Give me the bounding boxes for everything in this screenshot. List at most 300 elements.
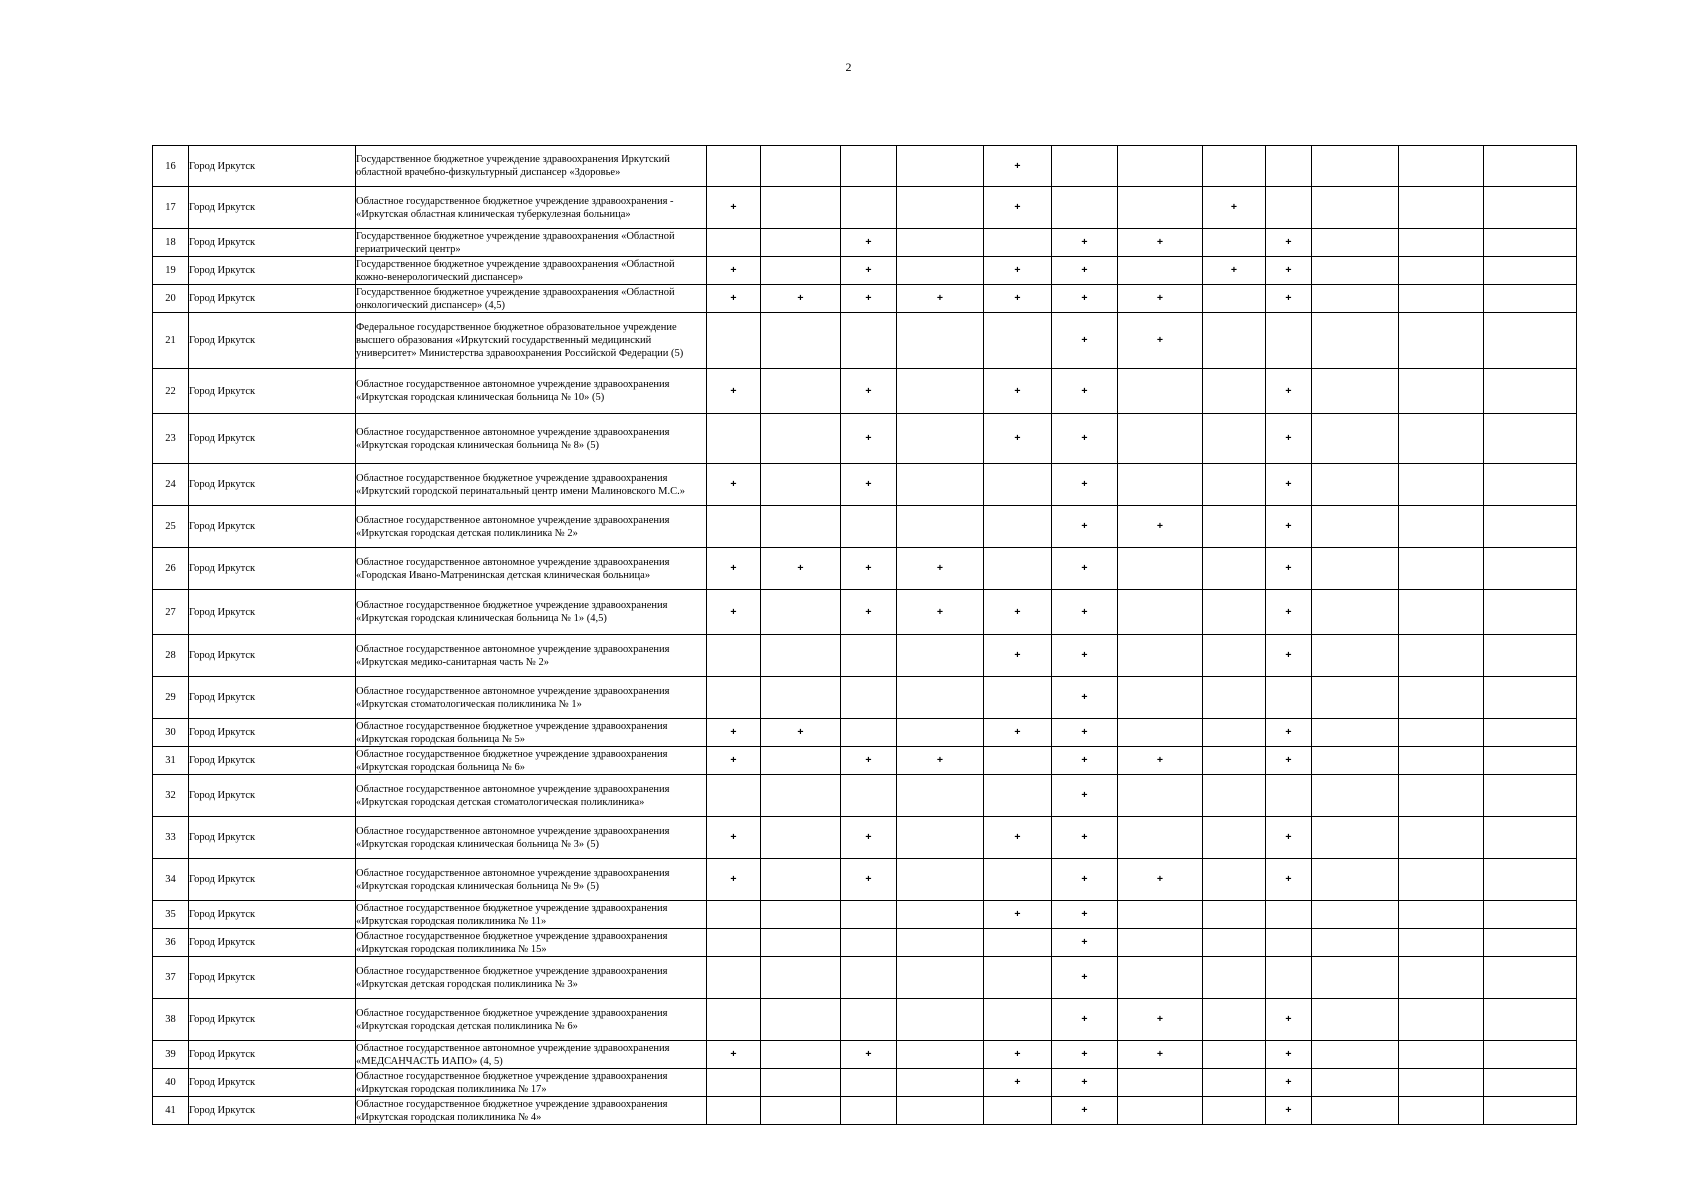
row-number: 27 xyxy=(153,590,189,635)
mark-cell xyxy=(707,677,761,719)
mark-cell xyxy=(1118,929,1203,957)
table-row xyxy=(153,929,1577,957)
mark-cell: + xyxy=(761,719,841,747)
mark-cell xyxy=(1118,635,1203,677)
mark-cell: + xyxy=(1052,929,1118,957)
mark-cell: + xyxy=(1266,999,1312,1041)
mark-cell xyxy=(897,1097,984,1125)
mark-cell: + xyxy=(707,747,761,775)
table-row xyxy=(153,859,1577,901)
mark-cell xyxy=(984,775,1052,817)
mark-cell xyxy=(1399,1069,1484,1097)
table-row xyxy=(153,257,1577,285)
mark-cell: + xyxy=(1266,1097,1312,1125)
organization-cell: Областное государственное бюджетное учреждение здравоохранения «Иркутская городская детская поликлиника № 6» xyxy=(356,999,707,1041)
mark-cell: + xyxy=(707,548,761,590)
table-row xyxy=(153,901,1577,929)
mark-cell xyxy=(984,1097,1052,1125)
mark-cell xyxy=(1399,999,1484,1041)
mark-cell xyxy=(1312,775,1399,817)
mark-cell xyxy=(707,901,761,929)
row-number: 30 xyxy=(153,719,189,747)
mark-cell xyxy=(707,313,761,369)
mark-cell xyxy=(1484,747,1577,775)
mark-cell xyxy=(984,506,1052,548)
row-number: 21 xyxy=(153,313,189,369)
mark-cell xyxy=(1312,506,1399,548)
table-row xyxy=(153,1097,1577,1125)
city-cell: Город Иркутск xyxy=(189,999,356,1041)
city-cell: Город Иркутск xyxy=(189,1041,356,1069)
mark-cell: + xyxy=(984,1069,1052,1097)
mark-cell xyxy=(841,313,897,369)
mark-cell xyxy=(1312,414,1399,464)
mark-cell: + xyxy=(1266,464,1312,506)
mark-cell: + xyxy=(897,548,984,590)
mark-cell: + xyxy=(897,747,984,775)
mark-cell xyxy=(761,957,841,999)
mark-cell xyxy=(761,464,841,506)
mark-cell xyxy=(897,414,984,464)
mark-cell: + xyxy=(984,901,1052,929)
mark-cell: + xyxy=(1052,1041,1118,1069)
row-number: 26 xyxy=(153,548,189,590)
table-row xyxy=(153,548,1577,590)
mark-cell xyxy=(897,146,984,187)
mark-cell xyxy=(1266,187,1312,229)
organization-cell: Областное государственное автономное учреждение здравоохранения «Иркутская городская детская стоматологическая поликлиника» xyxy=(356,775,707,817)
organization-cell: Областное государственное автономное учреждение здравоохранения «Иркутская городская клиническая больница № 8» (5) xyxy=(356,414,707,464)
organization-cell: Областное государственное бюджетное учреждение здравоохранения «Иркутская городская поликлиника № 15» xyxy=(356,929,707,957)
organization-cell: Областное государственное бюджетное учреждение здравоохранения «Иркутская городская поликлиника № 17» xyxy=(356,1069,707,1097)
mark-cell xyxy=(1399,229,1484,257)
mark-cell xyxy=(707,957,761,999)
mark-cell: + xyxy=(1052,817,1118,859)
table-row xyxy=(153,775,1577,817)
mark-cell: + xyxy=(1052,369,1118,414)
mark-cell xyxy=(707,229,761,257)
mark-cell xyxy=(1118,146,1203,187)
mark-cell xyxy=(1203,146,1266,187)
mark-cell: + xyxy=(1266,285,1312,313)
organization-cell: Областное государственное автономное учреждение здравоохранения «Иркутская медико-санитарная часть № 2» xyxy=(356,635,707,677)
mark-cell xyxy=(707,999,761,1041)
mark-cell xyxy=(1484,635,1577,677)
mark-cell xyxy=(761,859,841,901)
institutions-table xyxy=(152,145,1577,1125)
city-cell: Город Иркутск xyxy=(189,719,356,747)
mark-cell xyxy=(1312,719,1399,747)
organization-cell: Областное государственное бюджетное учреждение здравоохранения - «Иркутская областная клиническая туберкулезная больница» xyxy=(356,187,707,229)
mark-cell: + xyxy=(984,719,1052,747)
mark-cell: + xyxy=(1118,747,1203,775)
table-row xyxy=(153,369,1577,414)
mark-cell xyxy=(761,1041,841,1069)
mark-cell: + xyxy=(1052,747,1118,775)
mark-cell xyxy=(1484,1097,1577,1125)
mark-cell: + xyxy=(1266,548,1312,590)
organization-cell: Областное государственное автономное учреждение здравоохранения «Иркутская городская клиническая больница № 10» (5) xyxy=(356,369,707,414)
city-cell: Город Иркутск xyxy=(189,635,356,677)
mark-cell xyxy=(1118,464,1203,506)
mark-cell: + xyxy=(1266,257,1312,285)
mark-cell xyxy=(1203,414,1266,464)
mark-cell xyxy=(984,229,1052,257)
mark-cell: + xyxy=(984,187,1052,229)
city-cell: Город Иркутск xyxy=(189,1097,356,1125)
mark-cell: + xyxy=(1052,464,1118,506)
mark-cell: + xyxy=(1052,999,1118,1041)
mark-cell xyxy=(841,146,897,187)
mark-cell: + xyxy=(984,257,1052,285)
row-number: 25 xyxy=(153,506,189,548)
mark-cell xyxy=(1312,548,1399,590)
mark-cell xyxy=(761,229,841,257)
mark-cell: + xyxy=(707,1041,761,1069)
table-row xyxy=(153,677,1577,719)
city-cell: Город Иркутск xyxy=(189,257,356,285)
mark-cell xyxy=(1203,859,1266,901)
organization-cell: Государственное бюджетное учреждение здравоохранения «Областной гериатрический центр» xyxy=(356,229,707,257)
mark-cell xyxy=(1203,719,1266,747)
row-number: 17 xyxy=(153,187,189,229)
mark-cell: + xyxy=(761,548,841,590)
row-number: 19 xyxy=(153,257,189,285)
mark-cell xyxy=(1203,901,1266,929)
city-cell: Город Иркутск xyxy=(189,901,356,929)
mark-cell xyxy=(761,187,841,229)
mark-cell xyxy=(1118,414,1203,464)
city-cell: Город Иркутск xyxy=(189,464,356,506)
mark-cell xyxy=(761,590,841,635)
row-number: 39 xyxy=(153,1041,189,1069)
row-number: 16 xyxy=(153,146,189,187)
row-number: 40 xyxy=(153,1069,189,1097)
table-row xyxy=(153,999,1577,1041)
mark-cell xyxy=(984,677,1052,719)
organization-cell: Областное государственное автономное учреждение здравоохранения «Городская Ивано-Матренинская детская клиническая больница» xyxy=(356,548,707,590)
page-number: 2 xyxy=(845,60,852,74)
city-cell: Город Иркутск xyxy=(189,369,356,414)
mark-cell xyxy=(1484,957,1577,999)
table-row xyxy=(153,635,1577,677)
mark-cell: + xyxy=(707,187,761,229)
organization-cell: Государственное бюджетное учреждение здравоохранения «Областной онкологический диспансер» (4,5) xyxy=(356,285,707,313)
mark-cell xyxy=(841,635,897,677)
mark-cell: + xyxy=(841,548,897,590)
mark-cell xyxy=(1484,414,1577,464)
mark-cell xyxy=(1266,146,1312,187)
mark-cell xyxy=(1118,775,1203,817)
mark-cell xyxy=(897,957,984,999)
mark-cell: + xyxy=(1118,999,1203,1041)
mark-cell xyxy=(1484,257,1577,285)
mark-cell xyxy=(1052,146,1118,187)
mark-cell xyxy=(1399,957,1484,999)
mark-cell xyxy=(707,929,761,957)
mark-cell xyxy=(897,464,984,506)
row-number: 20 xyxy=(153,285,189,313)
mark-cell xyxy=(1312,187,1399,229)
mark-cell xyxy=(1203,775,1266,817)
mark-cell: + xyxy=(1052,506,1118,548)
mark-cell: + xyxy=(1266,229,1312,257)
organization-cell: Областное государственное бюджетное учреждение здравоохранения «Иркутская городская поликлиника № 11» xyxy=(356,901,707,929)
mark-cell xyxy=(707,775,761,817)
mark-cell xyxy=(1399,929,1484,957)
mark-cell xyxy=(1118,901,1203,929)
mark-cell xyxy=(761,999,841,1041)
organization-cell: Областное государственное бюджетное учреждение здравоохранения «Иркутская городская клиническая больница № 1» (4,5) xyxy=(356,590,707,635)
city-cell: Город Иркутск xyxy=(189,1069,356,1097)
city-cell: Город Иркутск xyxy=(189,747,356,775)
mark-cell: + xyxy=(841,464,897,506)
table-row xyxy=(153,1069,1577,1097)
row-number: 37 xyxy=(153,957,189,999)
mark-cell xyxy=(1484,506,1577,548)
mark-cell xyxy=(1399,548,1484,590)
mark-cell: + xyxy=(1052,229,1118,257)
mark-cell xyxy=(1484,677,1577,719)
row-number: 41 xyxy=(153,1097,189,1125)
city-cell: Город Иркутск xyxy=(189,775,356,817)
mark-cell xyxy=(761,677,841,719)
mark-cell xyxy=(1312,635,1399,677)
mark-cell: + xyxy=(1266,590,1312,635)
table-row xyxy=(153,285,1577,313)
mark-cell xyxy=(1052,187,1118,229)
mark-cell xyxy=(1399,1041,1484,1069)
mark-cell: + xyxy=(1266,859,1312,901)
mark-cell xyxy=(1203,313,1266,369)
mark-cell xyxy=(1484,859,1577,901)
table-row xyxy=(153,747,1577,775)
row-number: 24 xyxy=(153,464,189,506)
mark-cell xyxy=(1118,817,1203,859)
mark-cell: + xyxy=(984,414,1052,464)
row-number: 33 xyxy=(153,817,189,859)
mark-cell xyxy=(1203,1069,1266,1097)
mark-cell xyxy=(1312,901,1399,929)
mark-cell xyxy=(897,229,984,257)
mark-cell xyxy=(1399,313,1484,369)
table-row xyxy=(153,229,1577,257)
mark-cell: + xyxy=(1266,506,1312,548)
table-row xyxy=(153,313,1577,369)
mark-cell: + xyxy=(707,464,761,506)
mark-cell xyxy=(761,506,841,548)
mark-cell xyxy=(1484,1069,1577,1097)
mark-cell: + xyxy=(1118,285,1203,313)
mark-cell: + xyxy=(1266,817,1312,859)
mark-cell xyxy=(1312,999,1399,1041)
organization-cell: Областное государственное автономное учреждение здравоохранения «Иркутская городская детская поликлиника № 2» xyxy=(356,506,707,548)
mark-cell: + xyxy=(841,229,897,257)
mark-cell xyxy=(1484,719,1577,747)
mark-cell: + xyxy=(1052,285,1118,313)
mark-cell xyxy=(1484,775,1577,817)
mark-cell xyxy=(984,929,1052,957)
mark-cell: + xyxy=(707,719,761,747)
mark-cell xyxy=(761,747,841,775)
mark-cell: + xyxy=(1266,369,1312,414)
mark-cell: + xyxy=(841,369,897,414)
mark-cell xyxy=(1312,1097,1399,1125)
mark-cell xyxy=(1118,957,1203,999)
organization-cell: Государственное бюджетное учреждение здравоохранения «Областной кожно-венерологический диспансер» xyxy=(356,257,707,285)
row-number: 31 xyxy=(153,747,189,775)
city-cell: Город Иркутск xyxy=(189,957,356,999)
mark-cell xyxy=(761,414,841,464)
mark-cell xyxy=(841,999,897,1041)
mark-cell xyxy=(841,506,897,548)
mark-cell xyxy=(1203,548,1266,590)
mark-cell xyxy=(1399,635,1484,677)
mark-cell xyxy=(841,1069,897,1097)
mark-cell xyxy=(1203,464,1266,506)
mark-cell xyxy=(761,146,841,187)
table-row xyxy=(153,464,1577,506)
mark-cell xyxy=(1118,1097,1203,1125)
organization-cell: Областное государственное автономное учреждение здравоохранения «Иркутская стоматологическая поликлиника № 1» xyxy=(356,677,707,719)
table-row xyxy=(153,187,1577,229)
mark-cell xyxy=(897,817,984,859)
city-cell: Город Иркутск xyxy=(189,677,356,719)
organization-cell: Областное государственное автономное учреждение здравоохранения «Иркутская городская клиническая больница № 9» (5) xyxy=(356,859,707,901)
mark-cell xyxy=(707,1097,761,1125)
mark-cell xyxy=(1203,590,1266,635)
mark-cell: + xyxy=(1052,313,1118,369)
mark-cell: + xyxy=(1266,747,1312,775)
mark-cell xyxy=(897,369,984,414)
mark-cell xyxy=(1399,901,1484,929)
row-number: 35 xyxy=(153,901,189,929)
mark-cell xyxy=(1312,1041,1399,1069)
mark-cell xyxy=(1203,635,1266,677)
mark-cell xyxy=(1312,369,1399,414)
organization-cell: Федеральное государственное бюджетное образовательное учреждение высшего образования «Иркутский государственный медицинский университет» Министерства здравоохранения Российской Федерации (5) xyxy=(356,313,707,369)
city-cell: Город Иркутск xyxy=(189,929,356,957)
mark-cell xyxy=(1312,747,1399,775)
mark-cell xyxy=(1484,285,1577,313)
mark-cell xyxy=(984,464,1052,506)
mark-cell xyxy=(1312,590,1399,635)
mark-cell xyxy=(1312,285,1399,313)
mark-cell: + xyxy=(1052,257,1118,285)
mark-cell xyxy=(897,313,984,369)
organization-cell: Областное государственное бюджетное учреждение здравоохранения «Иркутская городская больница № 5» xyxy=(356,719,707,747)
mark-cell xyxy=(897,901,984,929)
table-row xyxy=(153,719,1577,747)
table-row xyxy=(153,590,1577,635)
mark-cell xyxy=(897,257,984,285)
mark-cell xyxy=(1118,590,1203,635)
table-row xyxy=(153,414,1577,464)
mark-cell xyxy=(1266,901,1312,929)
mark-cell xyxy=(841,1097,897,1125)
mark-cell: + xyxy=(1052,677,1118,719)
mark-cell xyxy=(1203,747,1266,775)
mark-cell: + xyxy=(1052,590,1118,635)
mark-cell xyxy=(841,929,897,957)
mark-cell xyxy=(897,1041,984,1069)
organization-cell: Областное государственное бюджетное учреждение здравоохранения «Иркутская городская поликлиника № 4» xyxy=(356,1097,707,1125)
mark-cell xyxy=(841,957,897,999)
mark-cell xyxy=(1484,369,1577,414)
city-cell: Город Иркутск xyxy=(189,590,356,635)
mark-cell: + xyxy=(1118,1041,1203,1069)
mark-cell xyxy=(1203,999,1266,1041)
mark-cell: + xyxy=(761,285,841,313)
city-cell: Город Иркутск xyxy=(189,187,356,229)
city-cell: Город Иркутск xyxy=(189,859,356,901)
mark-cell xyxy=(1266,313,1312,369)
mark-cell xyxy=(1399,285,1484,313)
row-number: 23 xyxy=(153,414,189,464)
mark-cell xyxy=(707,635,761,677)
mark-cell xyxy=(1399,775,1484,817)
row-number: 36 xyxy=(153,929,189,957)
mark-cell xyxy=(897,775,984,817)
organization-cell: Областное государственное автономное учреждение здравоохранения «Иркутская городская клиническая больница № 3» (5) xyxy=(356,817,707,859)
row-number: 22 xyxy=(153,369,189,414)
row-number: 38 xyxy=(153,999,189,1041)
organization-cell: Областное государственное бюджетное учреждение здравоохранения «Иркутский городской перинатальный центр имени Малиновского М.С.» xyxy=(356,464,707,506)
mark-cell: + xyxy=(841,257,897,285)
mark-cell xyxy=(984,957,1052,999)
mark-cell: + xyxy=(984,369,1052,414)
mark-cell xyxy=(1484,229,1577,257)
city-cell: Город Иркутск xyxy=(189,414,356,464)
mark-cell xyxy=(1203,957,1266,999)
mark-cell: + xyxy=(707,859,761,901)
mark-cell xyxy=(897,999,984,1041)
mark-cell: + xyxy=(1118,859,1203,901)
mark-cell xyxy=(897,1069,984,1097)
mark-cell xyxy=(1266,929,1312,957)
mark-cell: + xyxy=(1052,414,1118,464)
mark-cell xyxy=(897,929,984,957)
mark-cell: + xyxy=(841,859,897,901)
mark-cell: + xyxy=(1203,187,1266,229)
city-cell: Город Иркутск xyxy=(189,229,356,257)
mark-cell: + xyxy=(1266,635,1312,677)
mark-cell: + xyxy=(1052,635,1118,677)
mark-cell xyxy=(1399,859,1484,901)
mark-cell xyxy=(897,187,984,229)
city-cell: Город Иркутск xyxy=(189,146,356,187)
mark-cell xyxy=(1484,817,1577,859)
mark-cell: + xyxy=(841,1041,897,1069)
mark-cell xyxy=(1399,414,1484,464)
mark-cell xyxy=(1203,369,1266,414)
mark-cell: + xyxy=(1052,1097,1118,1125)
mark-cell: + xyxy=(1052,775,1118,817)
mark-cell xyxy=(984,548,1052,590)
mark-cell xyxy=(1399,677,1484,719)
mark-cell xyxy=(761,817,841,859)
mark-cell xyxy=(1203,817,1266,859)
mark-cell: + xyxy=(841,747,897,775)
mark-cell xyxy=(1312,146,1399,187)
row-number: 18 xyxy=(153,229,189,257)
mark-cell xyxy=(1399,719,1484,747)
mark-cell xyxy=(1203,506,1266,548)
mark-cell xyxy=(1312,464,1399,506)
mark-cell xyxy=(1266,957,1312,999)
mark-cell xyxy=(897,677,984,719)
mark-cell xyxy=(841,187,897,229)
